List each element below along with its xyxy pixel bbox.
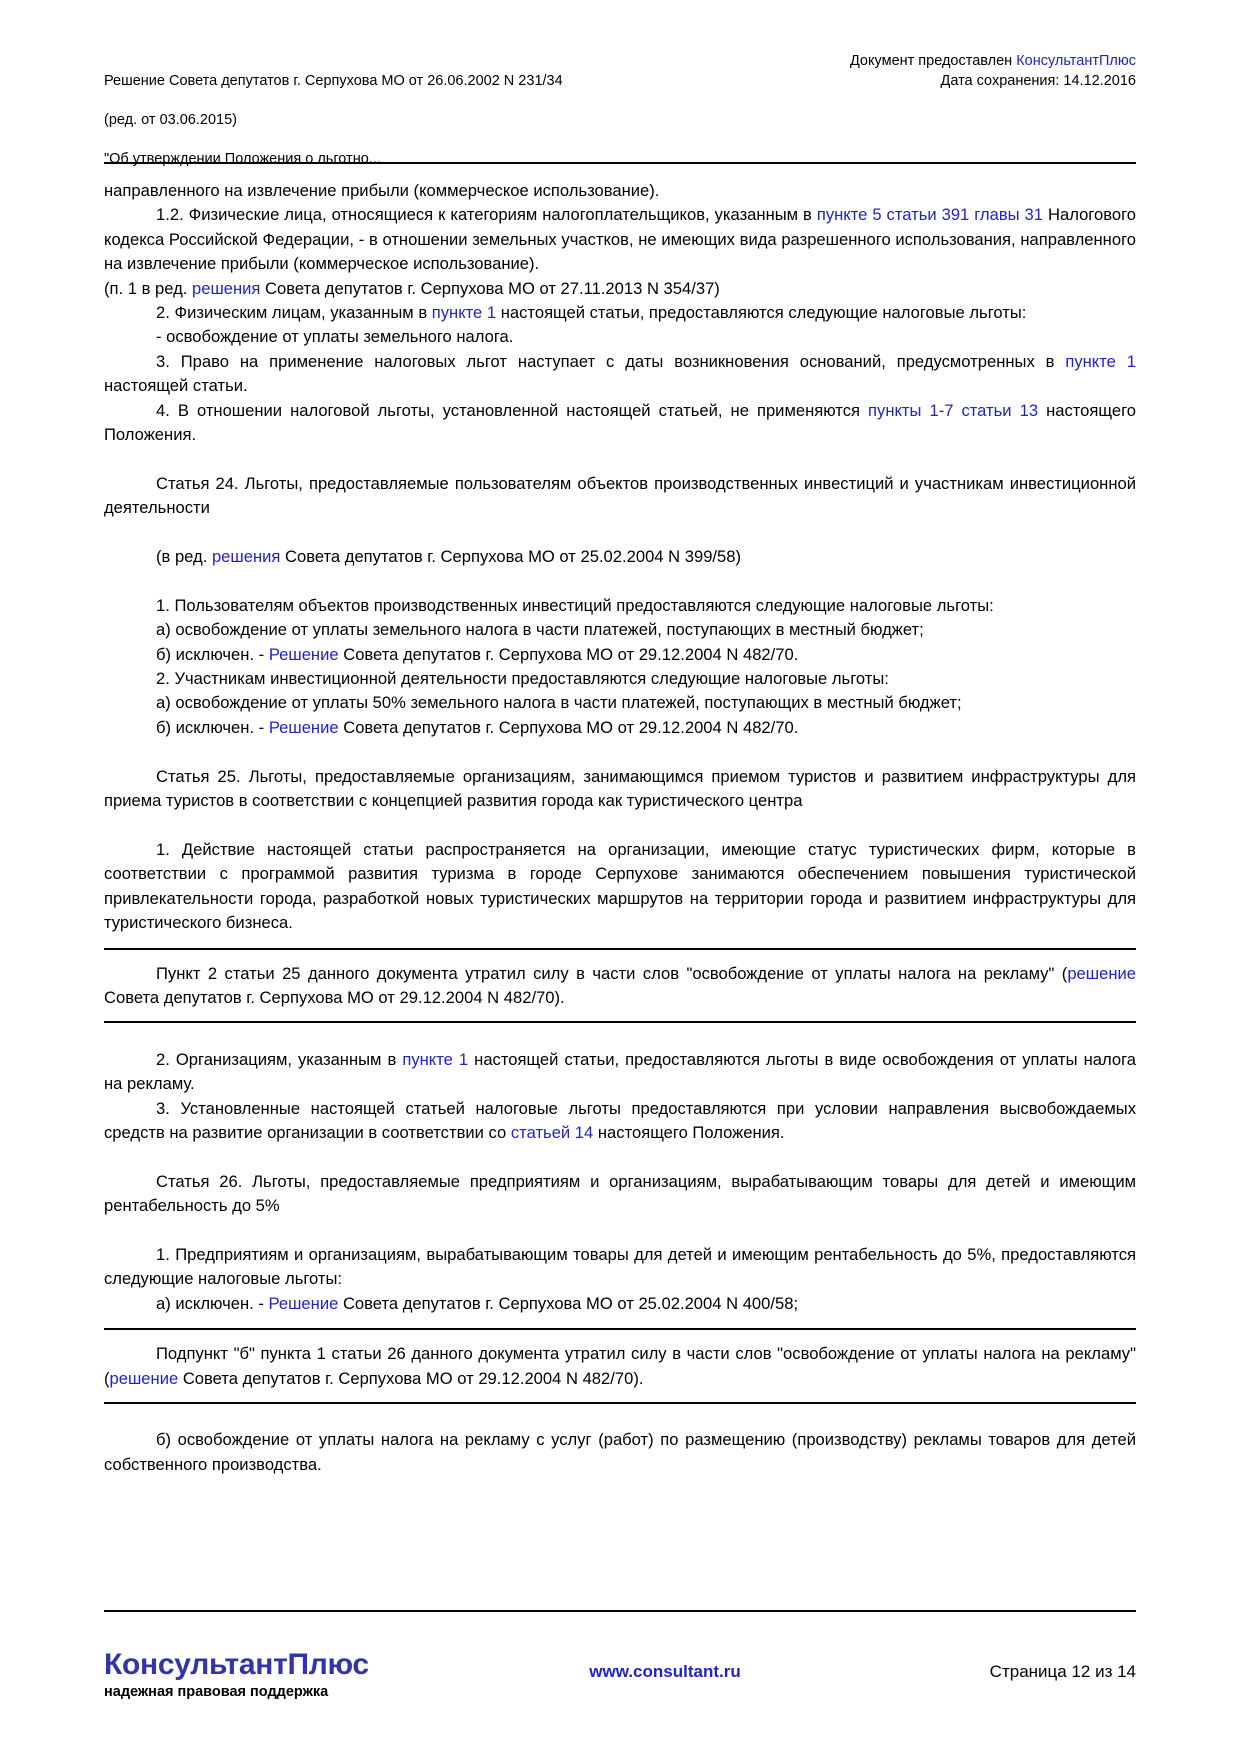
header-provider-brand[interactable]: КонсультантПлюс: [1016, 53, 1136, 69]
article-25-heading: Статья 25. Льготы, предоставляемые организациям, занимающимся приемом туристов и развитием инфраструктуры для приема туристов в соответствии с концепцией развития города как туристического центра: [104, 766, 1136, 811]
header-title-line-1: Решение Совета депутатов г. Серпухова МО от 26.06.2002 N 231/34: [104, 72, 563, 89]
link-decision-354-37[interactable]: решения: [192, 278, 261, 298]
article-24-clause-2: 2. Участникам инвестиционной деятельности предоставляются следующие налоговые льготы:: [156, 669, 889, 689]
article-24-clause-2-b: [104, 716, 1136, 740]
note-article-25-text: [104, 962, 1136, 1011]
paragraph-3-text-a: 3. Право на применение налоговых льгот наступает с даты возникновения оснований, предусмотренных в: [156, 351, 1066, 371]
link-clause-5-article-391[interactable]: пункте 5 статьи 391 главы 31: [816, 205, 1044, 225]
paragraph-edition-note-1: [104, 277, 1136, 301]
article-25-clause-3-b: настоящего Положения.: [593, 1122, 785, 1142]
header-provider-info: [850, 52, 1136, 91]
link-decision-482-70-b[interactable]: Решение: [268, 717, 339, 737]
paragraph-2: [104, 301, 1136, 325]
article-25-clause-1: 1. Действие настоящей статьи распространяется на организации, имеющие статус туристических фирм, которые в соответствии с программой развития туризма в городе Серпухове занимаются обеспечением повышения туристической привлекательности города, разработкой новых туристических маршрутов на территории города и развитием инфраструктуры для туристического бизнеса.: [104, 839, 1136, 933]
note-box-article-26: [104, 1328, 1136, 1404]
article-26-clause-1-a: [104, 1292, 1136, 1316]
spacer: [104, 569, 1136, 593]
header-saved-date: Дата сохранения: 14.12.2016: [940, 72, 1136, 89]
paragraph-3-text-b: настоящей статьи.: [104, 376, 248, 396]
spacer: [104, 1219, 1136, 1243]
article-24-clause-2-a: а) освобождение от уплаты 50% земельного налога в части платежей, поступающих в местный бюджет;: [156, 693, 962, 713]
article-24-clause-2-b-b: Совета депутатов г. Серпухова МО от 29.12.2004 N 482/70.: [338, 717, 799, 737]
spacer: [104, 1404, 1136, 1428]
article-24-edition-note: [104, 545, 1136, 569]
header-document-title: [104, 52, 563, 189]
article-24-edition-a: (в ред.: [156, 547, 212, 567]
article-24-clause-1-a: а) освобождение от уплаты земельного налога в части платежей, поступающих в местный бюджет;: [156, 620, 924, 640]
footer-brand-tagline: надежная правовая поддержка: [104, 1684, 329, 1700]
paragraph-4: [104, 399, 1136, 448]
page-header: [104, 52, 1136, 189]
header-title-line-2: (ред. от 03.06.2015): [104, 111, 237, 128]
footer-brand-block: [104, 1648, 434, 1701]
spacer: [104, 447, 1136, 471]
article-26-heading: Статья 26. Льготы, предоставляемые предприятиям и организациям, вырабатывающим товары для детей и имеющим рентабельность до 5%: [104, 1171, 1136, 1216]
article-24-heading: Статья 24. Льготы, предоставляемые пользователям объектов производственных инвестиций и участникам инвестиционной деятельности: [104, 473, 1136, 518]
article-26-clause-1: 1. Предприятиям и организациям, вырабатывающим товары для детей и имеющим рентабельность до 5%, предоставляются следующие налоговые льготы:: [104, 1244, 1136, 1289]
spacer: [104, 1023, 1136, 1047]
link-clause-1-a[interactable]: пункте 1: [431, 303, 497, 323]
paragraph-2-text-a: 2. Физическим лицам, указанным в: [156, 303, 432, 323]
spacer: [104, 814, 1136, 838]
edition-note-1-a: (п. 1 в ред.: [104, 278, 192, 298]
spacer: [104, 521, 1136, 545]
paragraph-continued: направленного на извлечение прибыли (коммерческое использование).: [104, 181, 660, 200]
header-provider-prefix: Документ предоставлен: [849, 53, 1017, 69]
article-25-clause-3: [104, 1097, 1136, 1146]
footer-divider-rule: [104, 1610, 1136, 1612]
article-25-clause-2: [104, 1048, 1136, 1097]
link-decision-400-58[interactable]: Решение: [268, 1293, 339, 1313]
paragraph-3: [104, 350, 1136, 399]
article-24-edition-b: Совета депутатов г. Серпухова МО от 25.02.2004 N 399/58): [280, 547, 742, 567]
footer-website-link[interactable]: www.consultant.ru: [589, 1662, 741, 1681]
article-26-clause-1-b: б) освобождение от уплаты налога на рекламу с услуг (работ) по размещению (производству) рекламы товаров для детей собственного производства.: [104, 1430, 1136, 1474]
header-provider-line: [850, 52, 1136, 72]
article-24-clause-1: 1. Пользователям объектов производственных инвестиций предоставляются следующие налоговые льготы:: [156, 595, 994, 615]
link-decision-482-70-a[interactable]: Решение: [268, 644, 339, 664]
article-24-clause-1-b-a: б) исключен. -: [156, 644, 269, 664]
note-article-26-a: Подпункт "б" пункта 1 статьи 26 данного документа утратил силу в части слов "освобождение от уплаты налога на рекламу" (: [104, 1344, 1136, 1388]
link-clause-1-b[interactable]: пункте 1: [1065, 351, 1137, 371]
article-25-clause-2-b: настоящей статьи, предоставляются льготы в виде освобождения от уплаты налога на рекламу.: [104, 1049, 1136, 1094]
spacer: [104, 740, 1136, 764]
paragraph-4-text-a: 4. В отношении налоговой льготы, установленной настоящей статьей, не применяются: [156, 400, 869, 420]
link-clause-1-c[interactable]: пункте 1: [402, 1049, 469, 1069]
paragraph-2-text-b: настоящей статьи, предоставляются следующие налоговые льготы:: [496, 303, 1027, 323]
article-26-clause-1-a-b: Совета депутатов г. Серпухова МО от 25.02.2004 N 400/58;: [338, 1293, 799, 1313]
paragraph-1-2: [104, 203, 1136, 276]
paragraph-1-2-text-a: 1.2. Физические лица, относящиеся к категориям налогоплательщиков, указанным в: [156, 205, 817, 225]
article-25-clause-3-a: 3. Установленные настоящей статьей налоговые льготы предоставляются при условии направления высвобождаемых средств на развитие организации в соответствии со: [104, 1098, 1136, 1142]
article-26-clause-1-a-a: а) исключен. -: [156, 1293, 269, 1313]
note-article-25-b: Совета депутатов г. Серпухова МО от 29.12.2004 N 482/70).: [104, 987, 565, 1007]
document-body: [104, 179, 1136, 1477]
edition-note-1-b: Совета депутатов г. Серпухова МО от 27.11.2013 N 354/37): [260, 278, 720, 298]
link-decision-482-70-note-1[interactable]: решение: [1067, 963, 1136, 983]
note-article-26-text: [104, 1342, 1136, 1391]
header-divider-rule: [104, 162, 1136, 164]
article-24-clause-1-b-b: Совета депутатов г. Серпухова МО от 29.12.2004 N 482/70.: [338, 644, 799, 664]
article-24-clause-2-b-a: б) исключен. -: [156, 717, 269, 737]
article-24-clause-1-b: [104, 643, 1136, 667]
link-clauses-1-7-article-13[interactable]: пункты 1-7 статьи 13: [868, 400, 1039, 420]
paragraph-4-text-b: настоящего Положения.: [104, 400, 1136, 445]
paragraph-2-dash-item: - освобождение от уплаты земельного налога.: [156, 327, 514, 347]
link-article-14[interactable]: статьей 14: [510, 1122, 594, 1142]
article-25-clause-2-a: 2. Организациям, указанным в: [156, 1049, 403, 1069]
footer-brand-name: КонсультантПлюс: [104, 1648, 369, 1681]
header-title-line-3: "Об утверждении Положения о льготно...: [104, 150, 381, 167]
note-article-26-b: Совета депутатов г. Серпухова МО от 29.12.2004 N 482/70).: [178, 1368, 644, 1388]
note-box-article-25: [104, 948, 1136, 1024]
note-article-25-a: Пункт 2 статьи 25 данного документа утратил силу в части слов "освобождение от уплаты налога на рекламу" (: [156, 963, 1068, 983]
link-decision-482-70-note-2[interactable]: решение: [109, 1368, 179, 1388]
spacer: [104, 1145, 1136, 1169]
link-decision-399-58[interactable]: решения: [211, 547, 281, 567]
page-footer: [104, 1648, 1136, 1701]
paragraph-1-2-text-b: Налогового кодекса Российской Федерации, - в отношении земельных участков, не имеющих вида разрешенного использования, направленного на извлечение прибыли (коммерческое использование).: [104, 205, 1136, 274]
footer-page-number: Страница 12 из 14: [989, 1662, 1136, 1681]
